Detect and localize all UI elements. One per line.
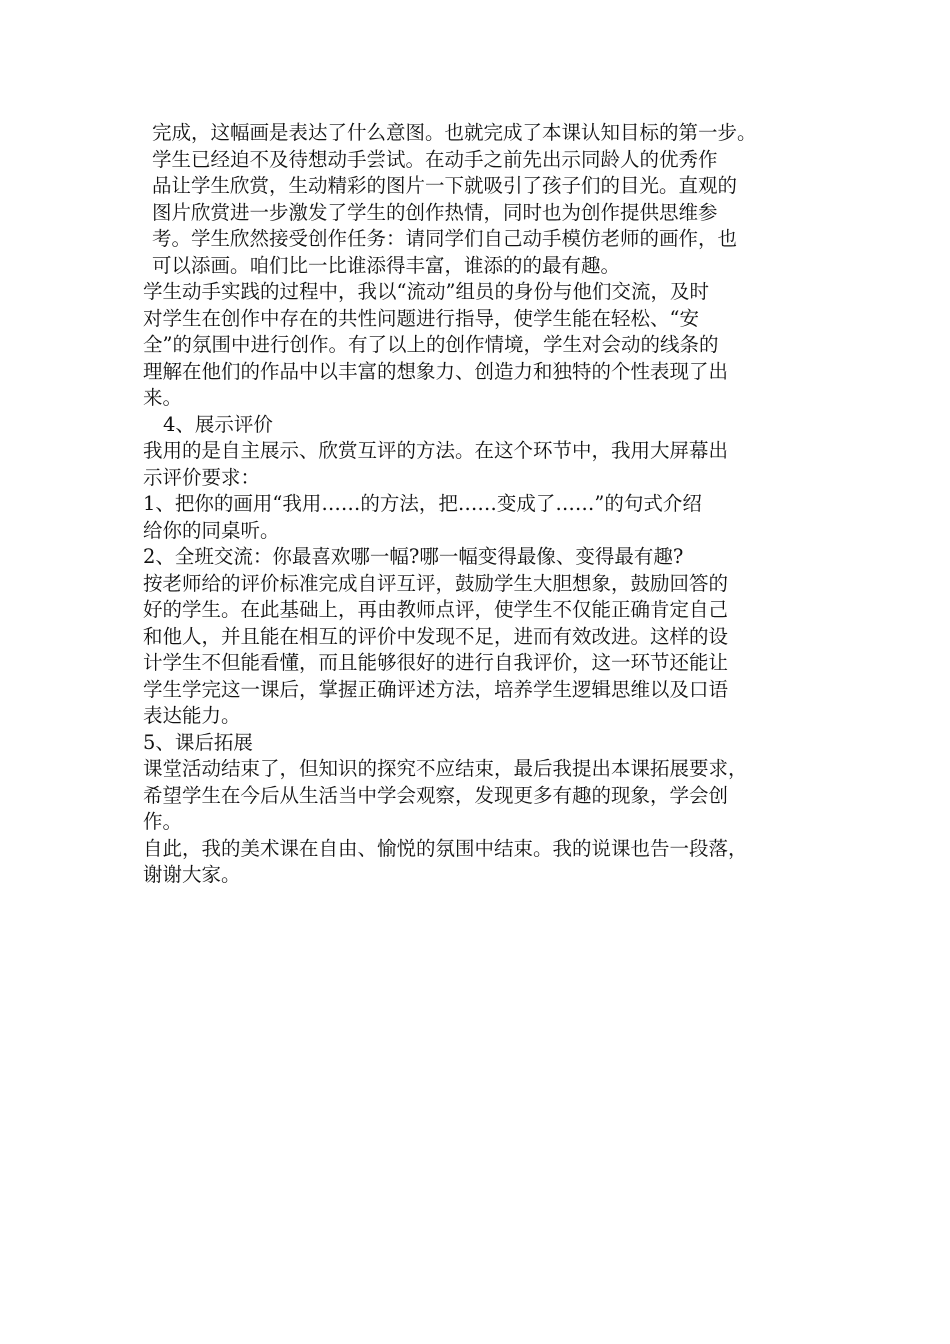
text-line: 自此，我的美术课在自由、愉悦的氛围中结束。我的说课也告一段落， (143, 836, 748, 860)
text-line: 1、把你的画用“我用……的方法，把……变成了……”的句式介绍 (143, 492, 702, 515)
document-body (143, 120, 823, 889)
text-line: 表达能力。 (143, 704, 241, 727)
text-line: 希望学生在今后从生活当中学会观察，发现更多有趣的现象，学会创 (143, 783, 729, 807)
text-line: 学生已经迫不及待想动手尝试。在动手之前先出示同龄人的优秀作 (152, 147, 718, 171)
text-line: 来。 (143, 386, 183, 409)
text-line: 学生学完这一课后，掌握正确评述方法，培养学生逻辑思维以及口语 (143, 677, 729, 701)
text-line: 好的学生。在此基础上，再由教师点评，使学生不仅能正确肯定自己 (143, 598, 729, 621)
text-line: 课堂活动结束了，但知识的探究不应结束，最后我提出本课拓展要求， (143, 757, 748, 780)
text-line: 图片欣赏进一步激发了学生的创作热情，同时也为创作提供思维参 (152, 200, 718, 224)
text-line: 我用的是自主展示、欣赏互评的方法。在这个环节中，我用大屏幕出 (143, 439, 729, 462)
section-heading-4: 4、展示评价 (163, 412, 273, 436)
text-line: 品让学生欣赏，生动精彩的图片一下就吸引了孩子们的目光。直观的 (152, 174, 738, 197)
text-line: 给你的同桌听。 (143, 518, 280, 542)
text-line: 和他人，并且能在相互的评价中发现不足，进而有效改进。这样的设 (143, 624, 729, 648)
text-line: 学生动手实践的过程中，我以“流动”组员的身份与他们交流，及时 (143, 280, 709, 303)
section-heading-5: 5、课后拓展 (143, 730, 253, 754)
text-line: 作。 (143, 810, 183, 833)
text-line: 全”的氛围中进行创作。有了以上的创作情境，学生对会动的线条的 (143, 333, 719, 356)
text-line: 对学生在创作中存在的共性问题进行指导，使学生能在轻松、“安 (143, 306, 699, 330)
text-line: 按老师给的评价标准完成自评互评，鼓励学生大胆想象，鼓励回答的 (143, 571, 729, 595)
text-line: 2、全班交流：你最喜欢哪一幅?哪一幅变得最像、变得最有趣? (143, 545, 684, 568)
text-line: 理解在他们的作品中以丰富的想象力、创造力和独特的个性表现了出 (143, 359, 729, 383)
text-line: 示评价要求： (143, 465, 261, 489)
text-line: 谢谢大家。 (143, 863, 241, 886)
text-line: 计学生不但能看懂，而且能够很好的进行自我评价，这一环节还能让 (143, 651, 729, 674)
text-line: 考。学生欣然接受创作任务：请同学们自己动手模仿老师的画作，也 (152, 227, 738, 250)
text-line: 完成，这幅画是表达了什么意图。也就完成了本课认知目标的第一步。 (152, 121, 757, 144)
text-line: 可以添画。咱们比一比谁添得丰富，谁添的的最有趣。 (152, 253, 621, 277)
